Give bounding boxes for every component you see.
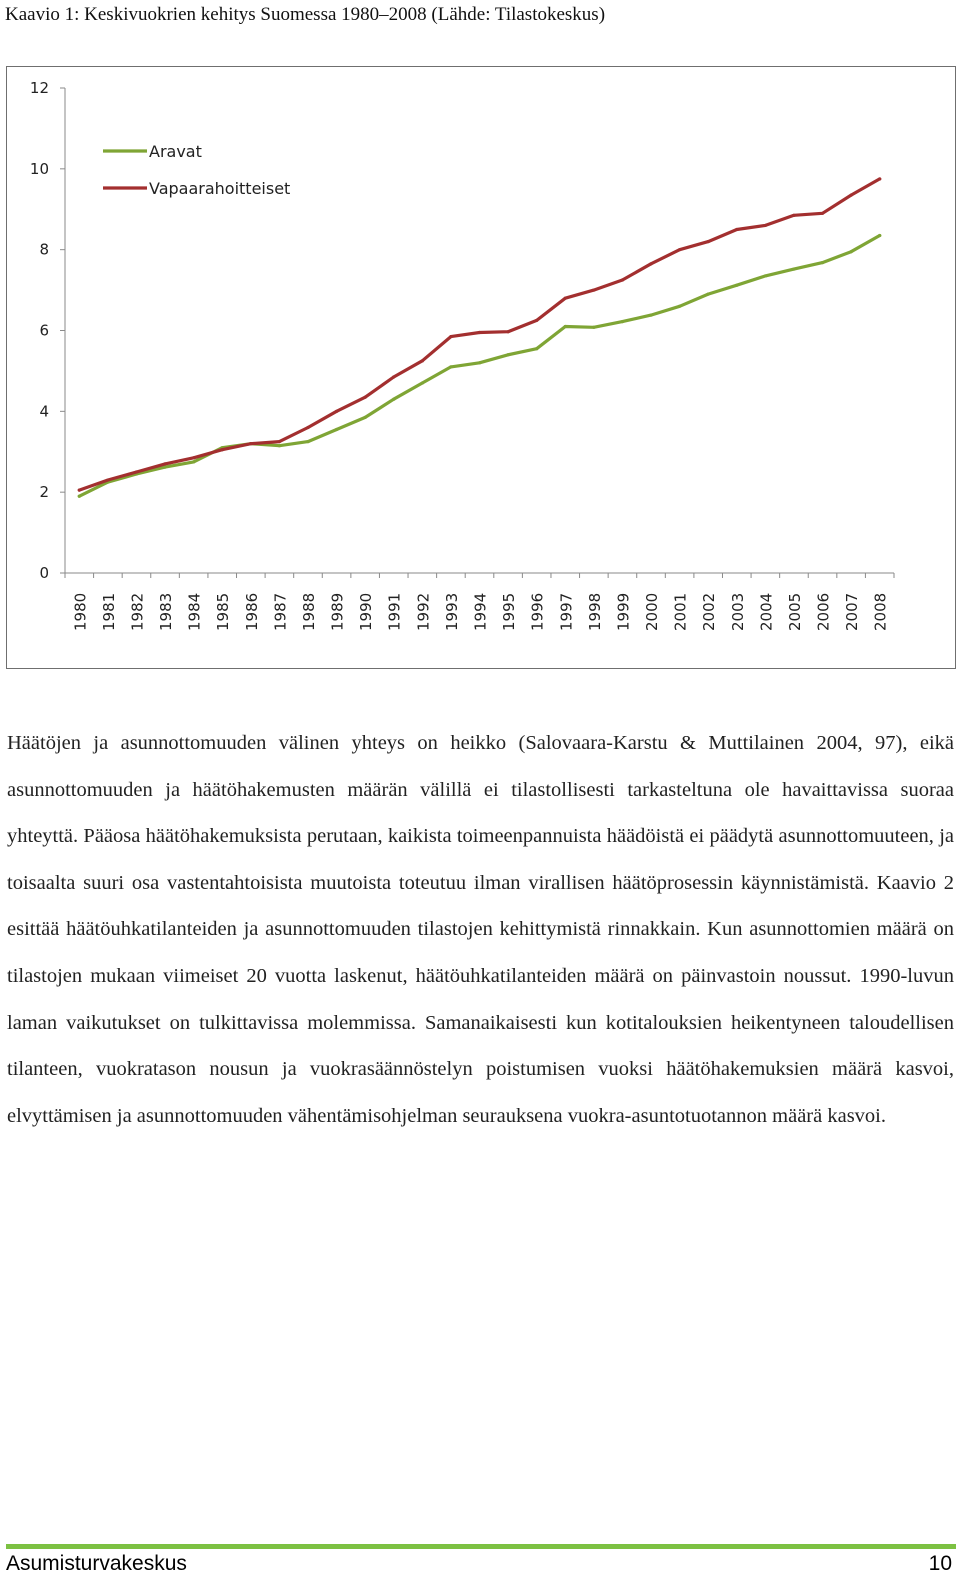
figure-caption: Kaavio 1: Keskivuokrien kehitys Suomessa 1980–2008 (Lähde: Tilastokeskus) [5,4,606,25]
y-tick-label: 10 [29,159,49,178]
x-tick-label: 1991 [385,592,404,631]
data-point [707,240,710,243]
x-tick-label: 1998 [585,592,604,631]
data-point [78,495,81,498]
footer-divider [6,1544,956,1549]
data-point [764,224,767,227]
data-point [278,440,281,443]
data-point [192,460,195,463]
data-point [592,288,595,291]
data-point [535,319,538,322]
chart-canvas [7,67,957,670]
series-line-vapaarahoitteiset [79,179,879,490]
legend-label: Vapaarahoitteiset [149,179,291,198]
data-point [735,228,738,231]
data-point [478,331,481,334]
x-tick-label: 1984 [185,592,204,631]
x-tick-label: 1997 [557,592,576,631]
data-point [192,456,195,459]
data-point [878,234,881,237]
data-point [392,398,395,401]
data-point [306,426,309,429]
data-point [678,305,681,308]
x-tick-label: 1993 [442,592,461,631]
x-tick-label: 2005 [785,592,804,631]
y-tick-label: 2 [39,483,49,502]
footer-publisher: Asumisturvakeskus [6,1552,187,1575]
data-point [392,375,395,378]
data-point [306,440,309,443]
data-point [278,444,281,447]
data-point [163,466,166,469]
data-point [449,335,452,338]
data-point [335,410,338,413]
data-point [506,330,509,333]
x-tick-label: 1989 [328,592,347,631]
x-tick-label: 1995 [500,592,519,631]
x-tick-label: 1986 [242,592,261,631]
x-tick-label: 1982 [128,592,147,631]
body-paragraph: Häätöjen ja asunnottomuuden välinen yhteys on heikko (Salovaara-Karstu & Muttilainen 2004, 97), eikä asunnottomuuden ja häätöhakemusten määrän välillä ei tilastollisesti tarkasteltuna ole havaittavissa suoraa yhteyttä. Pääosa häätöhakemuksista perutaan, kaikista toimeenpannuista häädöistä ei päädytä asunnottomuuteen, ja toisaalta suuri osa vastentahtoisista muutoista toteutuu ilman virallisen häätöprosessin käynnistämistä. Kaavio 2 esittää häätöuhkatilanteiden ja asunnottomuuden tilastojen kehittymistä rinnakkain. Kun asunnottomien määrä on tilastojen mukaan viimeiset 20 vuotta laskenut, häätöuhkatilanteiden määrä on päinvastoin noussut. 1990-luvun laman vaikutukset on tulkittavissa molemmissa. Samanaikaisesti kun kotitalouksien heikentyneen taloudellisen tilanteen, vuokratason nousun ja vuokrasäännöstelyn poistumisen vuoksi häätöhakemuksien määrä kasvoi, elvyttämisen ja asunnottomuuden vähentämisohjelman seurauksena vuokra-asuntotuotannon määrä kasvoi. [7,732,954,1127]
data-point [449,365,452,368]
x-tick-label: 1983 [157,592,176,631]
data-point [592,326,595,329]
x-tick-label: 1988 [299,592,318,631]
x-tick-label: 1980 [71,592,90,631]
x-tick-label: 2004 [757,592,776,631]
data-point [792,214,795,217]
data-point [78,489,81,492]
legend-label: Aravat [149,142,202,161]
data-point [678,248,681,251]
data-point [421,381,424,384]
data-point [878,177,881,180]
x-tick-label: 1981 [99,592,118,631]
x-tick-label: 2002 [700,592,719,631]
x-tick-label: 1999 [614,592,633,631]
data-point [821,261,824,264]
data-point [649,314,652,317]
x-tick-label: 1992 [414,592,433,631]
data-point [135,470,138,473]
data-point [421,359,424,362]
data-point [106,478,109,481]
data-point [735,284,738,287]
x-tick-label: 2007 [843,592,862,631]
x-tick-label: 1990 [357,592,376,631]
data-point [621,278,624,281]
y-tick-label: 12 [29,79,49,97]
x-tick-label: 2008 [871,592,890,631]
data-point [364,416,367,419]
y-tick-label: 8 [39,240,49,259]
y-tick-label: 6 [39,321,49,340]
x-tick-label: 1987 [271,592,290,631]
data-point [249,442,252,445]
y-tick-label: 4 [39,402,49,421]
data-point [564,297,567,300]
data-point [792,267,795,270]
data-point [364,396,367,399]
data-point [850,250,853,253]
data-point [707,293,710,296]
data-point [621,320,624,323]
x-tick-label: 2000 [643,592,662,631]
page-number: 10 [928,1552,952,1575]
data-point [506,353,509,356]
x-tick-label: 1996 [528,592,547,631]
data-point [535,347,538,350]
x-tick-label: 1994 [471,592,490,631]
x-tick-label: 2006 [814,592,833,631]
data-point [221,448,224,451]
data-point [564,325,567,328]
line-chart [6,66,956,669]
data-point [764,274,767,277]
data-point [163,462,166,465]
x-tick-label: 2001 [671,592,690,631]
x-tick-label: 2003 [728,592,747,631]
data-point [478,361,481,364]
data-point [335,428,338,431]
data-point [821,212,824,215]
y-tick-label: 0 [39,564,49,582]
x-tick-label: 1985 [214,592,233,631]
data-point [649,262,652,265]
data-point [850,194,853,197]
